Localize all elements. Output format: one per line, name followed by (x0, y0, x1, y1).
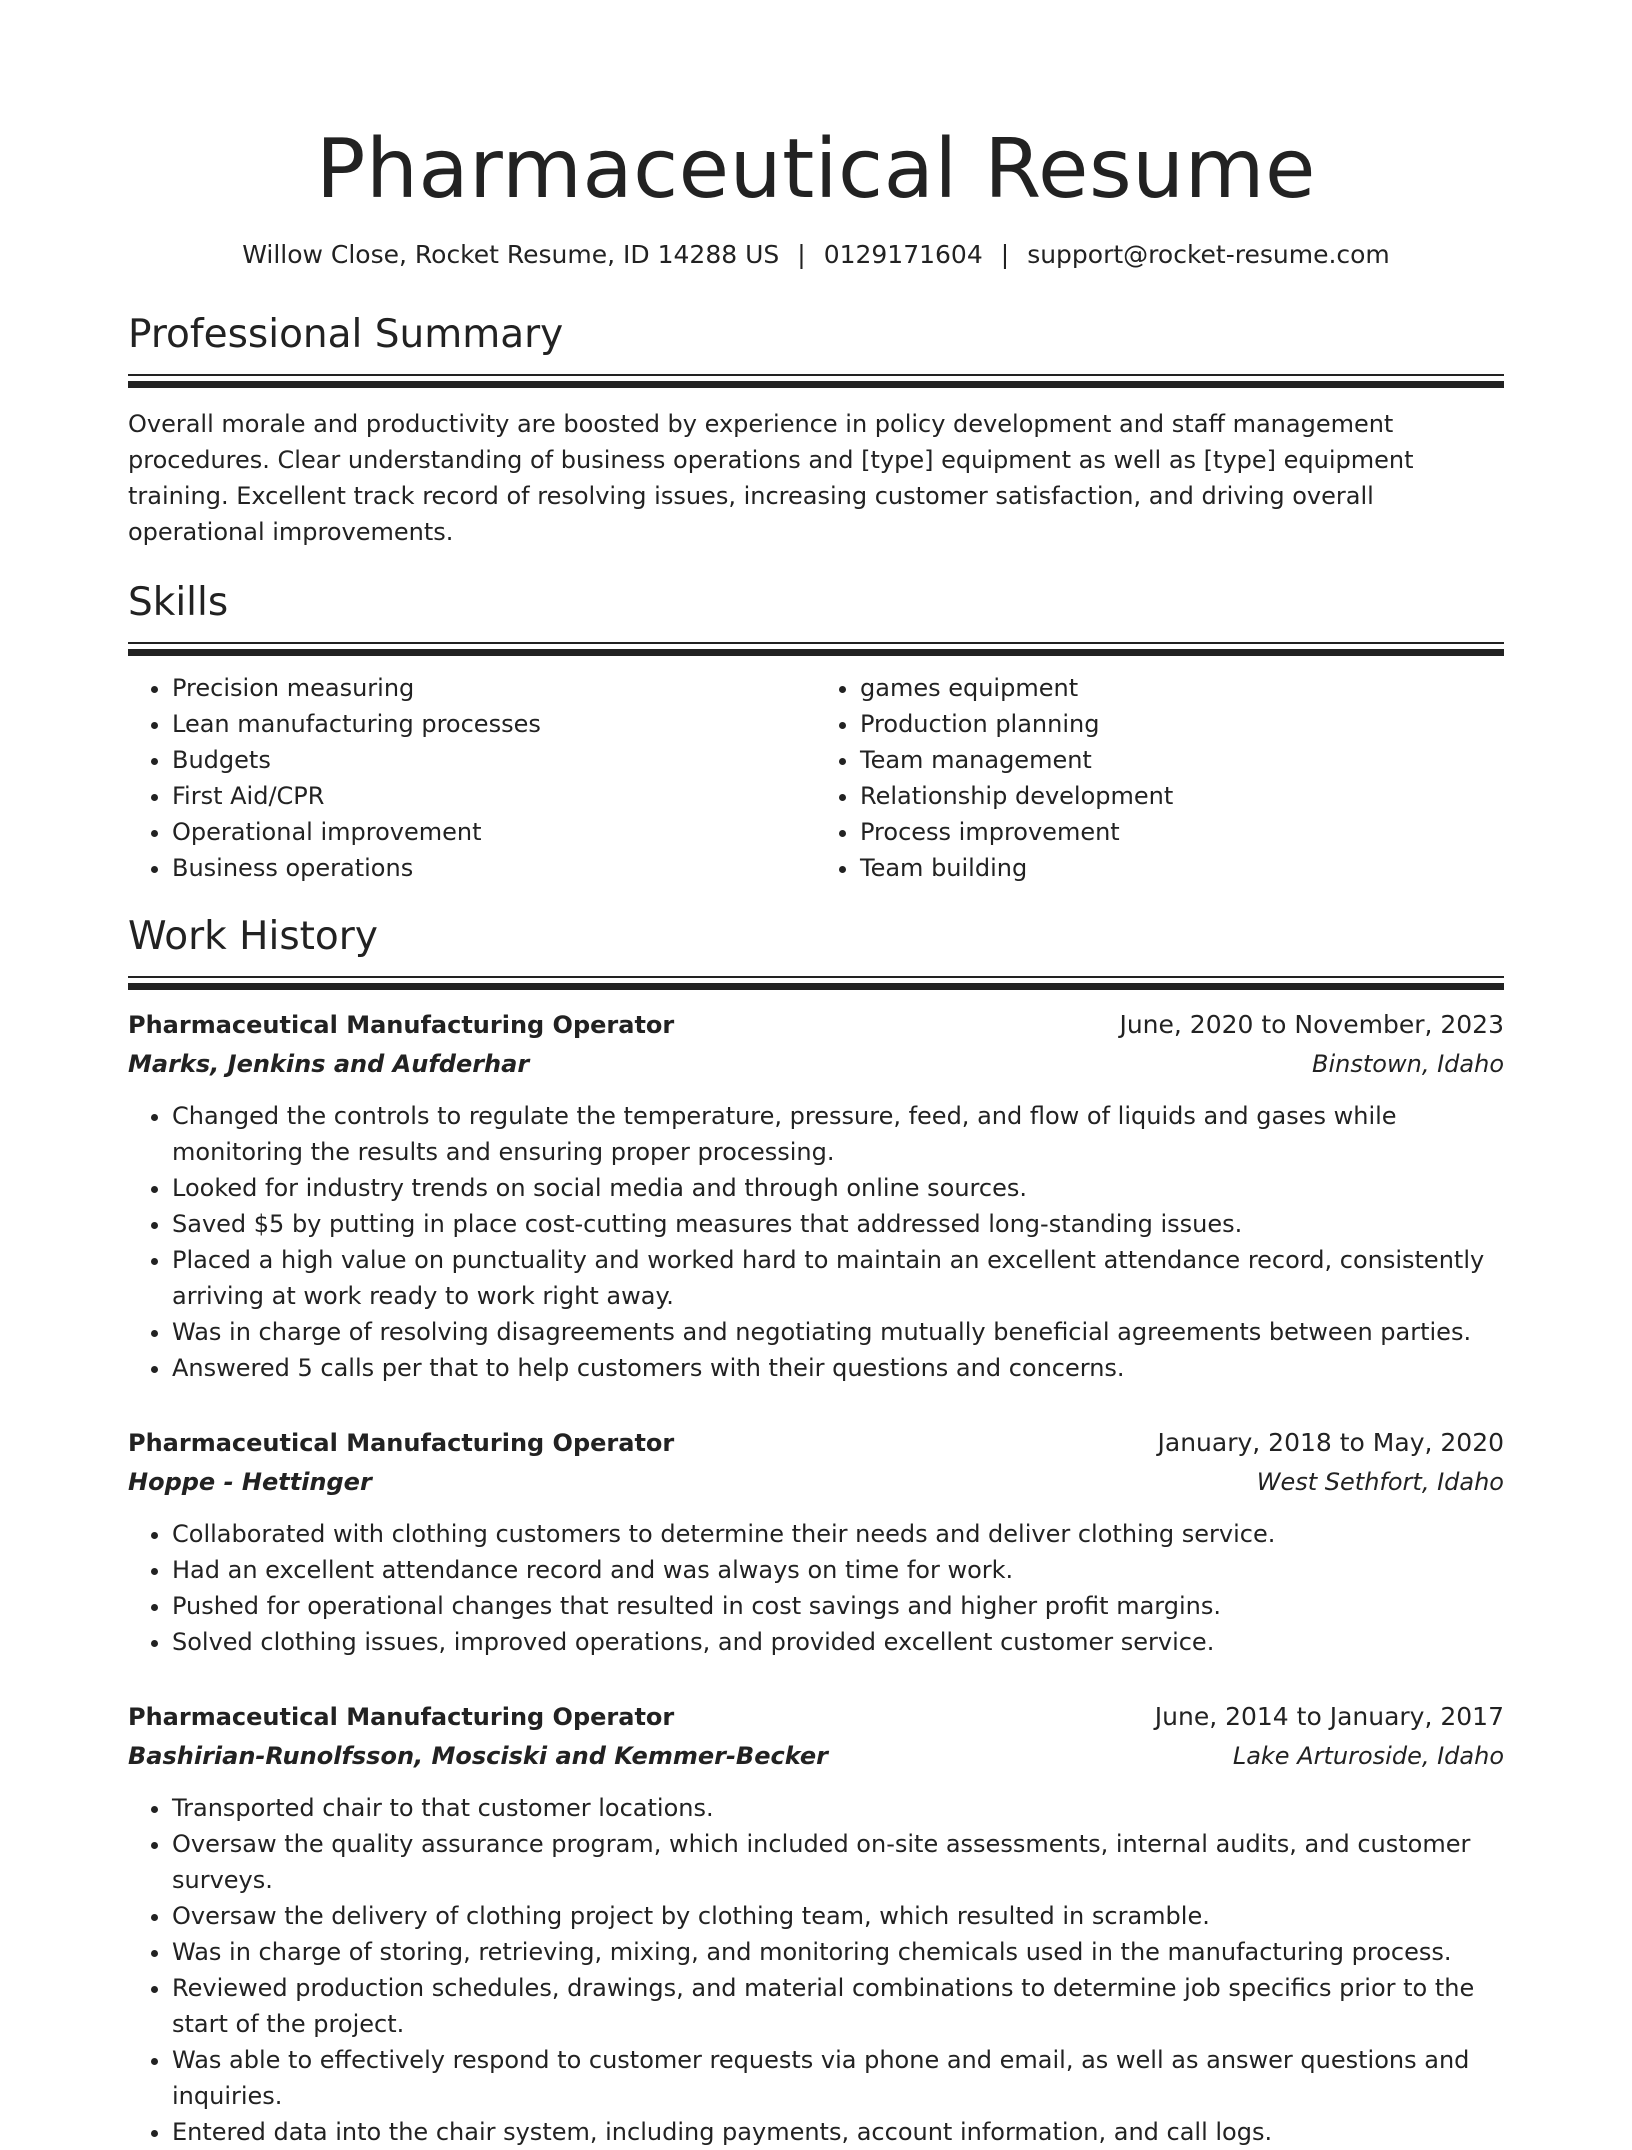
contact-line (128, 238, 1504, 272)
job-bullet: • Transported chair to that customer locations. (172, 1790, 1504, 1826)
job-entry (128, 1698, 1504, 2150)
job-bullet: • Reviewed production schedules, drawings, and material combinations to determine job specifics prior to the start of the project. (172, 1970, 1504, 2042)
skill-item: • Operational improvement (172, 814, 816, 850)
skill-item: • Lean manufacturing processes (172, 706, 816, 742)
summary-heading: Professional Summary (128, 312, 564, 357)
job-bullet: • Was in charge of storing, retrieving, mixing, and monitoring chemicals used in the manufacturing process. (172, 1934, 1504, 1970)
job-bullet: • Oversaw the quality assurance program, which included on-site assessments, internal audits, and customer surveys. (172, 1826, 1504, 1898)
skill-item: • games equipment (860, 670, 1504, 706)
job-subheader (128, 1462, 1504, 1502)
job-bullets (128, 1516, 1504, 1660)
skill-item: • Team management (860, 742, 1504, 778)
section-divider (128, 374, 1504, 388)
skill-item: • Team building (860, 850, 1504, 886)
job-title: Pharmaceutical Manufacturing Operator (128, 1429, 675, 1457)
job-entry (128, 1424, 1504, 1660)
job-header (128, 1006, 1504, 1044)
job-dates: June, 2020 to November, 2023 (1119, 1010, 1504, 1039)
job-bullet: • Pushed for operational changes that resulted in cost savings and higher profit margins. (172, 1588, 1504, 1624)
skill-item: • Precision measuring (172, 670, 816, 706)
job-subheader (128, 1044, 1504, 1084)
job-bullet: • Placed a high value on punctuality and worked hard to maintain an excellent attendance record, consistently arriving at work ready to work right away. (172, 1242, 1504, 1314)
work-history-heading: Work History (128, 914, 378, 959)
job-company: Hoppe - Hettinger (128, 1468, 372, 1496)
job-company: Bashirian-Runolfsson, Mosciski and Kemmer-Becker (128, 1742, 828, 1770)
contact-separator: | (1000, 240, 1010, 269)
resume-name: Pharmaceutical Resume (316, 122, 1316, 217)
contact-address: Willow Close, Rocket Resume, ID 14288 US (242, 240, 780, 269)
summary-text: Overall morale and productivity are boosted by experience in policy development and staff management procedures. Clear understanding of business operations and [type] equipment as well as [type] equipment training. Excellent track record of resolving issues, increasing customer satisfaction, and driving overall operational improvements. (128, 410, 1414, 546)
contact-email: support@rocket-resume.com (1027, 240, 1390, 269)
resume-page (128, 0, 1504, 2150)
job-bullets (128, 1790, 1504, 2150)
section-divider (128, 642, 1504, 656)
skills-column-right (816, 670, 1504, 886)
job-dates: January, 2018 to May, 2020 (1157, 1428, 1504, 1457)
skill-item: • Business operations (172, 850, 816, 886)
job-bullet: • Entered data into the chair system, including payments, account information, and call logs. (172, 2114, 1504, 2150)
job-bullets (128, 1098, 1504, 1386)
skill-item: • Process improvement (860, 814, 1504, 850)
job-header (128, 1698, 1504, 1736)
job-location: West Sethfort, Idaho (1256, 1468, 1504, 1496)
job-entry (128, 1006, 1504, 1386)
skill-item: • Budgets (172, 742, 816, 778)
job-bullet: • Solved clothing issues, improved operations, and provided excellent customer service. (172, 1624, 1504, 1660)
job-bullet: • Was in charge of resolving disagreements and negotiating mutually beneficial agreements between parties. (172, 1314, 1504, 1350)
skills-heading: Skills (128, 580, 229, 625)
job-location: Binstown, Idaho (1312, 1050, 1504, 1078)
job-location: Lake Arturoside, Idaho (1232, 1742, 1504, 1770)
job-bullet: • Collaborated with clothing customers to determine their needs and deliver clothing service. (172, 1516, 1504, 1552)
skill-item: • Relationship development (860, 778, 1504, 814)
section-divider (128, 976, 1504, 990)
skill-item: • Production planning (860, 706, 1504, 742)
job-title: Pharmaceutical Manufacturing Operator (128, 1011, 675, 1039)
job-dates: June, 2014 to January, 2017 (1154, 1702, 1504, 1731)
job-subheader (128, 1736, 1504, 1776)
job-bullet: • Was able to effectively respond to customer requests via phone and email, as well as answer questions and inquiries. (172, 2042, 1504, 2114)
contact-phone: 0129171604 (823, 240, 983, 269)
job-bullet: • Had an excellent attendance record and was always on time for work. (172, 1552, 1504, 1588)
job-bullet: • Answered 5 calls per that to help customers with their questions and concerns. (172, 1350, 1504, 1386)
contact-separator: | (797, 240, 806, 269)
job-header (128, 1424, 1504, 1462)
job-bullet: • Changed the controls to regulate the temperature, pressure, feed, and flow of liquids and gases while monitoring the results and ensuring proper processing. (172, 1098, 1504, 1170)
job-bullet: • Oversaw the delivery of clothing project by clothing team, which resulted in scramble. (172, 1898, 1504, 1934)
job-bullet: • Saved $5 by putting in place cost-cutting measures that addressed long-standing issues. (172, 1206, 1504, 1242)
skill-item: • First Aid/CPR (172, 778, 816, 814)
skills-column-left (128, 670, 816, 886)
job-title: Pharmaceutical Manufacturing Operator (128, 1703, 675, 1731)
job-bullet: • Looked for industry trends on social media and through online sources. (172, 1170, 1504, 1206)
skills-list (128, 670, 1504, 886)
job-company: Marks, Jenkins and Aufderhar (128, 1050, 530, 1078)
